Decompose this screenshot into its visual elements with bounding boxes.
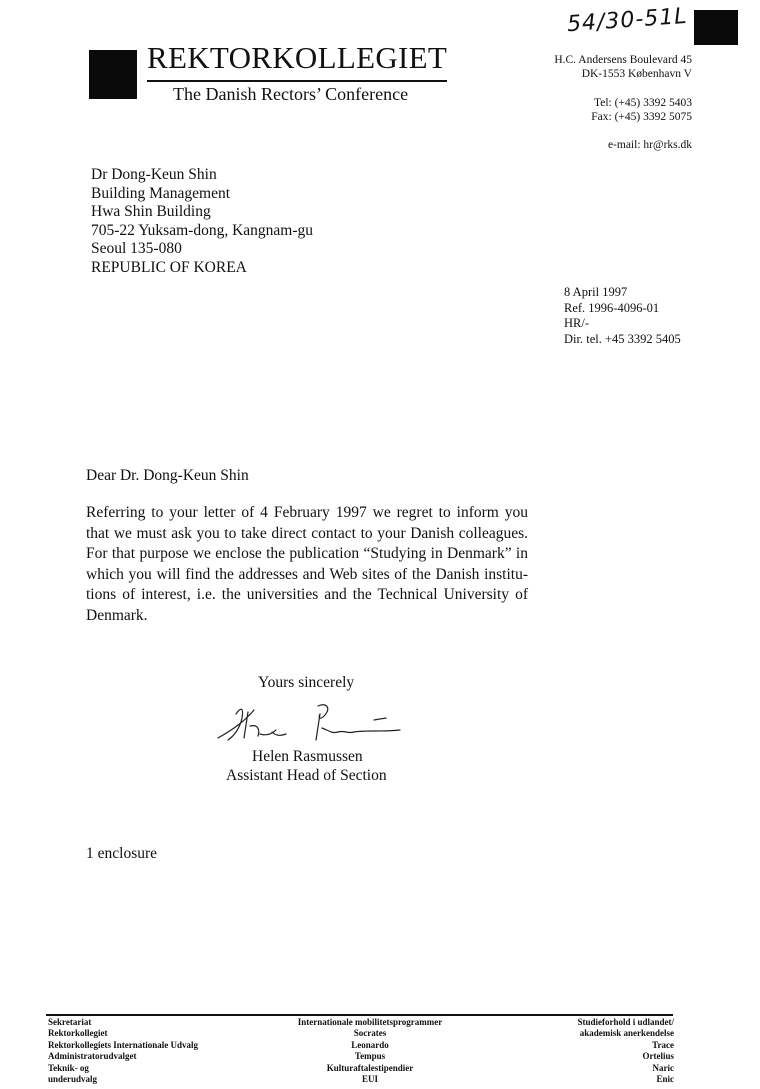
handwritten-reference-note: 54/30-51L [566, 3, 689, 38]
footer-column-secretariat [48, 1017, 198, 1085]
recipient-address-block [91, 166, 313, 278]
footer-item: EUI [361, 1074, 378, 1085]
footer-rule [46, 1014, 673, 1016]
recipient-city: Seoul 135-080 [91, 240, 182, 258]
recipient-country: REPUBLIC OF KOREA [91, 258, 247, 276]
sender-city: DK-1553 København V [581, 68, 692, 80]
recipient-department: Building Management [91, 184, 231, 202]
author-initials: HR/- [564, 316, 589, 330]
reference-number: Ref. 1996-4096-01 [564, 300, 660, 315]
footer-heading-continued: akademisk anerkendelse [579, 1028, 674, 1039]
footer-heading: Sekretariat [48, 1017, 92, 1027]
handwritten-signature [214, 700, 404, 748]
footer-item: Kulturaftalestipendier [326, 1062, 414, 1073]
sender-fax: Fax: (+45) 3392 5075 [591, 111, 692, 123]
footer-heading: Studieforhold i udlandet/ [577, 1017, 674, 1027]
footer-item: underudvalg [48, 1074, 98, 1085]
corner-redaction-block [694, 10, 738, 45]
closing: Yours sincerely [258, 674, 355, 691]
recipient-name: Dr Dong-Keun Shin [91, 166, 217, 183]
organization-subtitle: The Danish Rectors’ Conference [173, 84, 409, 104]
enclosure-note: 1 enclosure [86, 845, 158, 862]
footer-column-mobility-programmes [270, 1017, 470, 1085]
footer-item: Administratorudvalget [48, 1051, 137, 1062]
salutation: Dear Dr. Dong-Keun Shin [86, 467, 249, 484]
footer-item: Socrates [353, 1028, 387, 1039]
footer-column-study-abroad [577, 1017, 674, 1085]
footer-item: Rektorkollegiet [48, 1028, 108, 1039]
footer-item: Ortelius [642, 1051, 674, 1062]
footer-item: Tempus [354, 1051, 386, 1062]
signer-title: Assistant Head of Section [226, 767, 387, 784]
footer-item: Teknik- og [48, 1062, 89, 1073]
footer-item: Rektorkollegiets Internationale Udvalg [48, 1039, 198, 1050]
letter-date: 8 April 1997 [564, 285, 628, 299]
footer-item: Trace [652, 1039, 674, 1050]
reference-block [564, 285, 681, 347]
direct-telephone: Dir. tel. +45 3392 5405 [564, 331, 681, 346]
signature-stroke [218, 709, 286, 740]
recipient-street: 705-22 Yuksam-dong, Kangnam-gu [91, 221, 313, 239]
footer-item: Naric [652, 1062, 674, 1073]
sender-telephone: Tel: (+45) 3392 5403 [594, 97, 692, 109]
footer-item: Enic [656, 1074, 674, 1085]
signer-name: Helen Rasmussen [252, 748, 363, 765]
sender-street: H.C. Andersens Boulevard 45 [554, 54, 692, 66]
footer-item: Leonardo [351, 1039, 389, 1050]
footer-heading: Internationale mobilitetsprogrammer [297, 1017, 443, 1027]
signature-stroke [316, 705, 400, 740]
letterhead-rule [147, 80, 447, 82]
letter-body: Referring to your letter of 4 February 1997 we regret to inform you that we must ask you to take direct contact to your Danish colleagues. For that purpose we enclose the publication “Studying in Denmark” in which you will find the addresses and Web sites of the Danish institutions of interest, i.e. the universities and the Technical University of Denmark. [86, 504, 528, 624]
recipient-building: Hwa Shin Building [91, 203, 211, 221]
logo-square [89, 50, 137, 99]
organization-name: REKTORKOLLEGIET [147, 40, 448, 75]
sender-email: e-mail: hr@rks.dk [607, 139, 692, 151]
